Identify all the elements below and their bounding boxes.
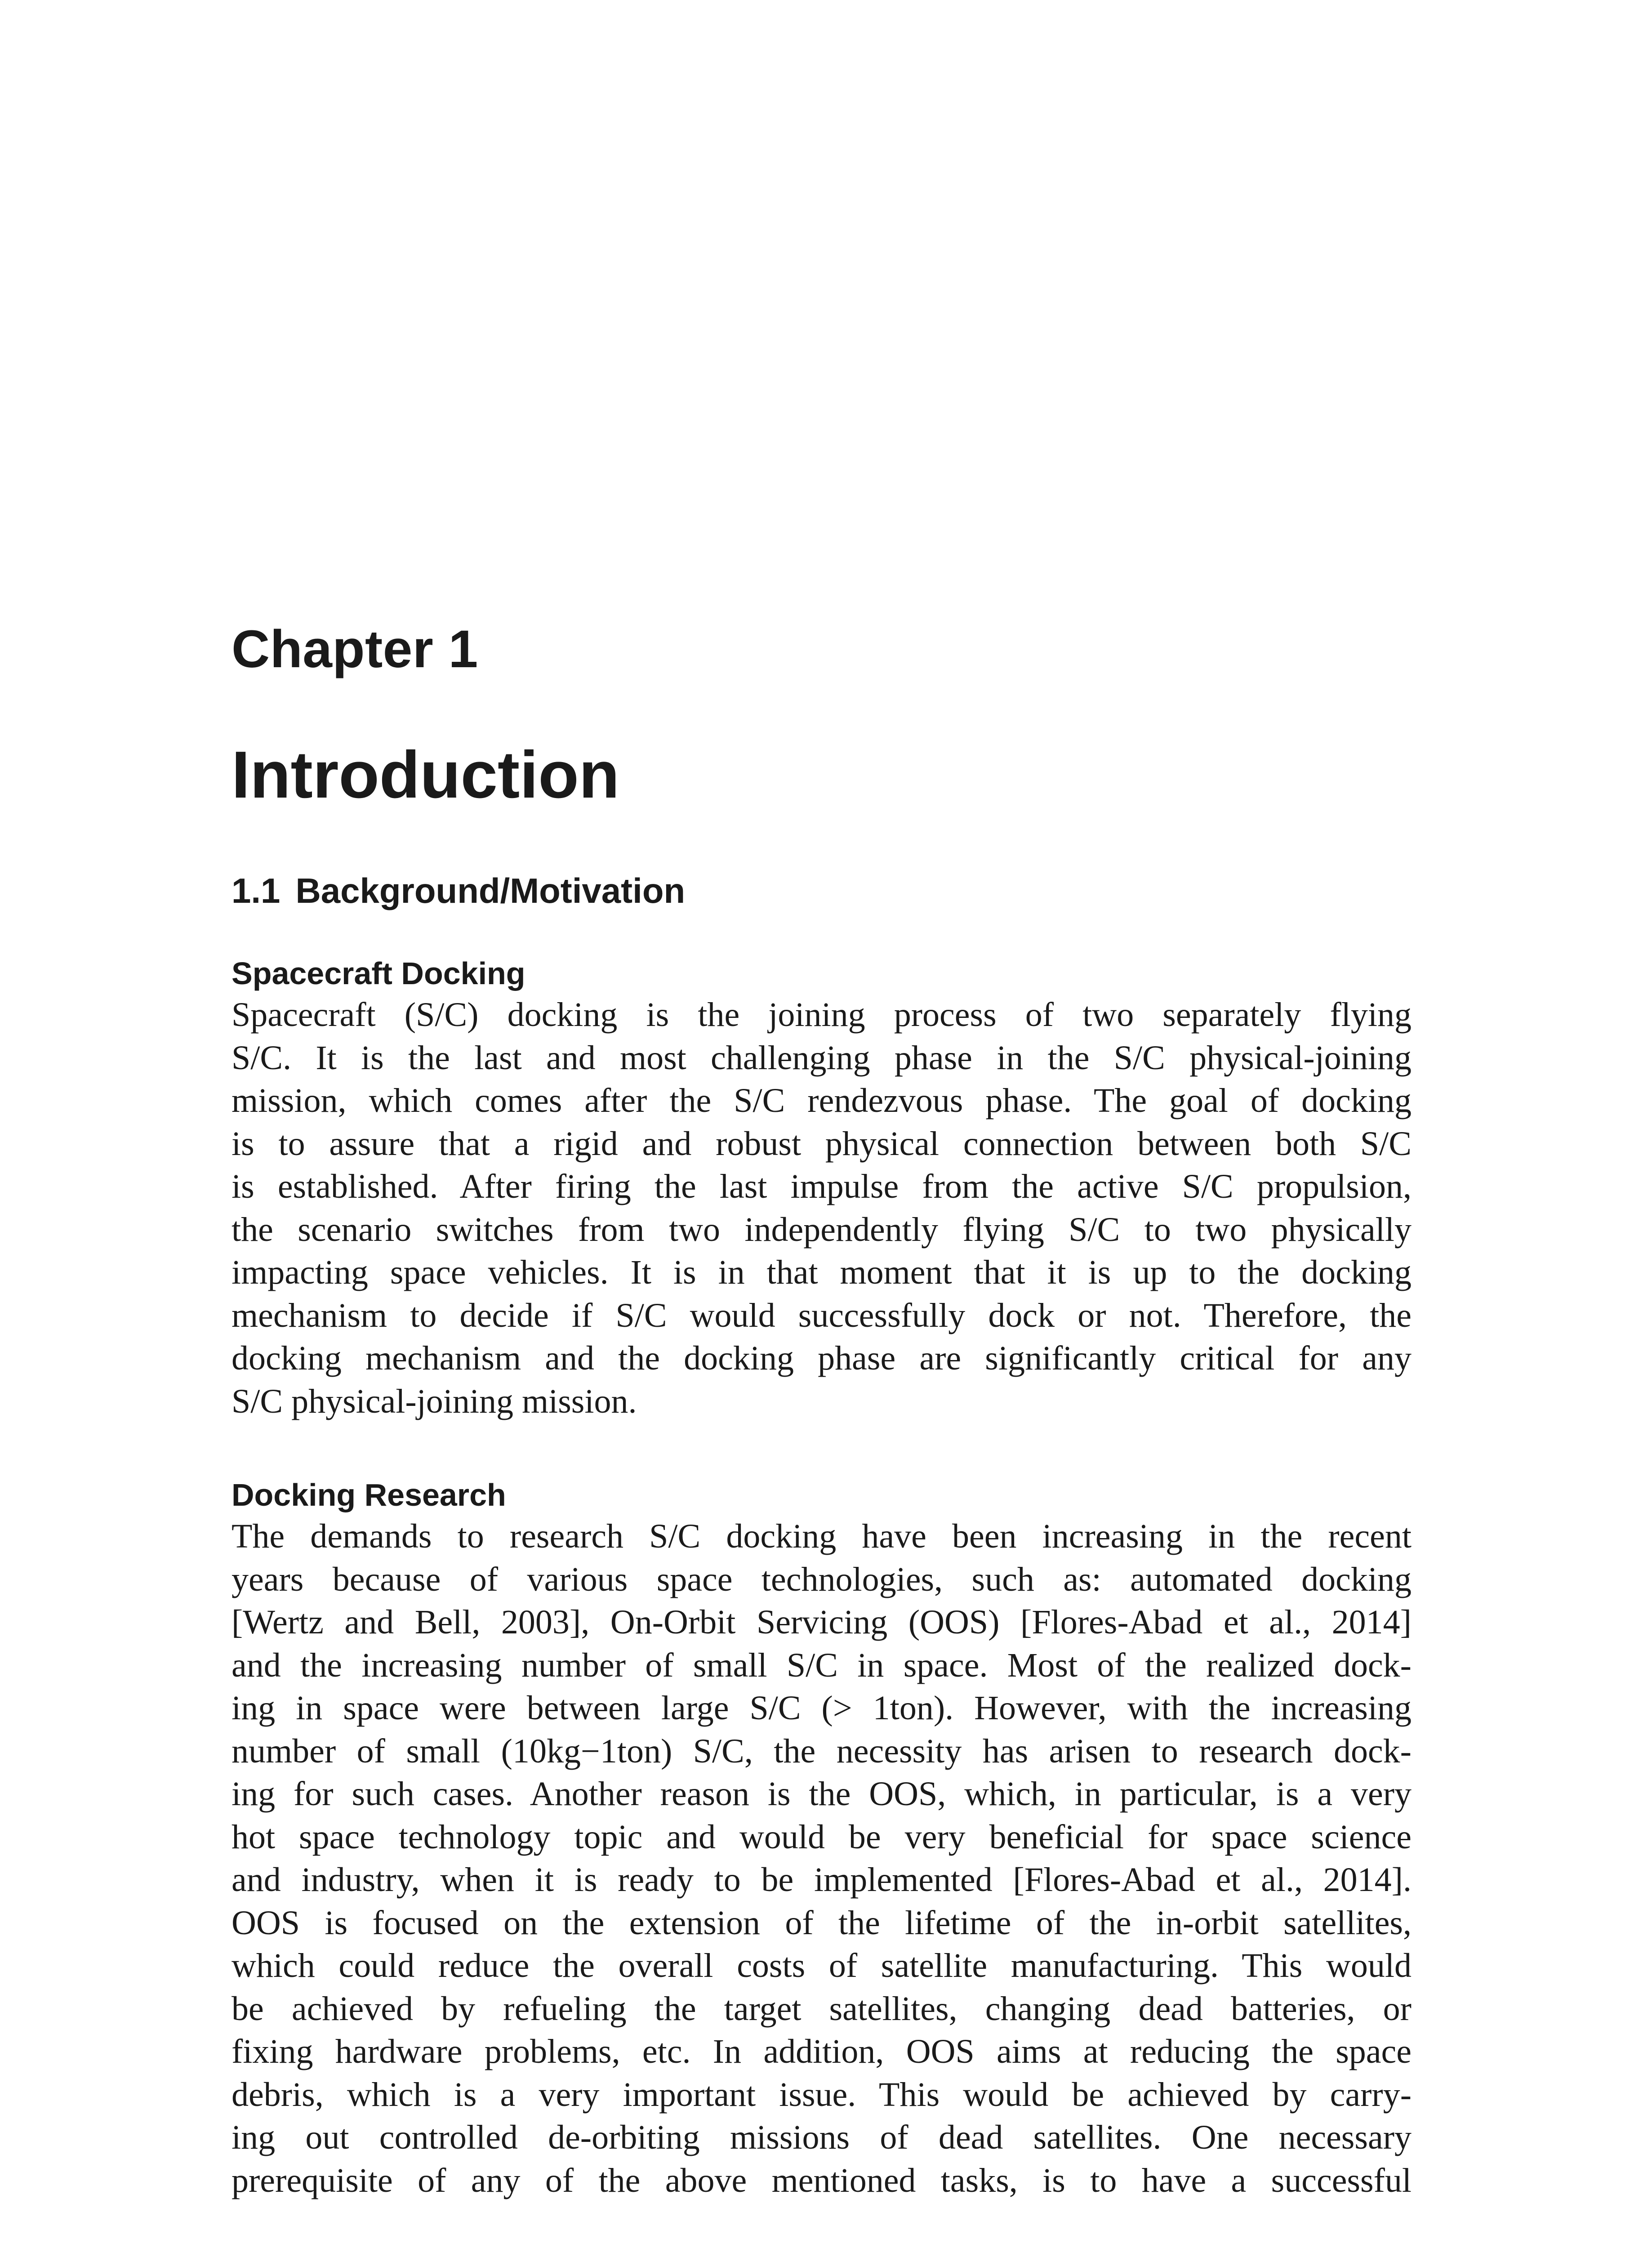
paragraph-line: impacting space vehicles. It is in that moment that it is up to the docking (232, 1253, 1412, 1291)
paragraph-line: ing for such cases. Another reason is the OOS, which, in particular, is a very (232, 1775, 1412, 1813)
paragraph-line: years because of various space technologies, such as: automated docking (232, 1560, 1412, 1598)
paragraph-line: Spacecraft (S/C) docking is the joining process of two separately flying (232, 996, 1412, 1034)
paragraph-line: which could reduce the overall costs of satellite manufacturing. This would (232, 1947, 1412, 1985)
paragraph-line: mechanism to decide if S/C would successfully dock or not. Therefore, the (232, 1296, 1412, 1334)
paragraph-line: mission, which comes after the S/C rendezvous phase. The goal of docking (232, 1082, 1412, 1120)
paragraph-line: and the increasing number of small S/C in space. Most of the realized dock- (232, 1646, 1412, 1684)
paragraph-docking-research (232, 1515, 1412, 2202)
paragraph-line: OOS is focused on the extension of the lifetime of the in-orbit satellites, (232, 1904, 1412, 1942)
paragraph-line: number of small (10kg−1ton) S/C, the necessity has arisen to research dock- (232, 1732, 1412, 1770)
chapter-title: Introduction (232, 738, 620, 812)
section-title: Background/Motivation (295, 871, 686, 910)
paragraph-spacecraft-docking (232, 994, 1412, 1423)
chapter-label: Chapter 1 (232, 620, 478, 679)
paragraph-line: The demands to research S/C docking have been increasing in the recent (232, 1517, 1412, 1555)
paragraph-line: the scenario switches from two independently flying S/C to two physically (232, 1210, 1412, 1249)
paragraph-line: is established. After firing the last impulse from the active S/C propulsion, (232, 1168, 1412, 1205)
section-number: 1.1 (232, 871, 281, 910)
paragraph-line: S/C. It is the last and most challenging phase in the S/C physical-joining (232, 1039, 1412, 1077)
paragraph-line: be achieved by refueling the target satellites, changing dead batteries, or (232, 1989, 1412, 2028)
paragraph-line: debris, which is a very important issue. This would be achieved by carry- (232, 2075, 1412, 2114)
paragraph-line: S/C physical-joining mission. (232, 1382, 637, 1420)
paragraph-line: and industry, when it is ready to be implemented [Flores-Abad et al., 2014]. (232, 1861, 1412, 1899)
paragraph-line: ing out controlled de-orbiting missions of dead satellites. One necessary (232, 2119, 1412, 2156)
section-heading (232, 873, 685, 908)
paragraph-line: fixing hardware problems, etc. In addition, OOS aims at reducing the space (232, 2033, 1412, 2070)
subsection-heading-docking-research: Docking Research (232, 1477, 506, 1512)
paragraph-line: is to assure that a rigid and robust physical connection between both S/C (232, 1124, 1412, 1163)
paragraph-line: docking mechanism and the docking phase are significantly critical for any (232, 1339, 1412, 1377)
subsection-heading-spacecraft-docking: Spacecraft Docking (232, 956, 525, 991)
paragraph-line: ing in space were between large S/C (> 1ton). However, with the increasing (232, 1689, 1412, 1727)
paragraph-line: prerequisite of any of the above mentioned tasks, is to have a successful (232, 2161, 1412, 2199)
paragraph-line: [Wertz and Bell, 2003], On-Orbit Servicing (OOS) [Flores-Abad et al., 2014] (232, 1603, 1412, 1641)
paragraph-line: hot space technology topic and would be very beneficial for space science (232, 1818, 1412, 1856)
